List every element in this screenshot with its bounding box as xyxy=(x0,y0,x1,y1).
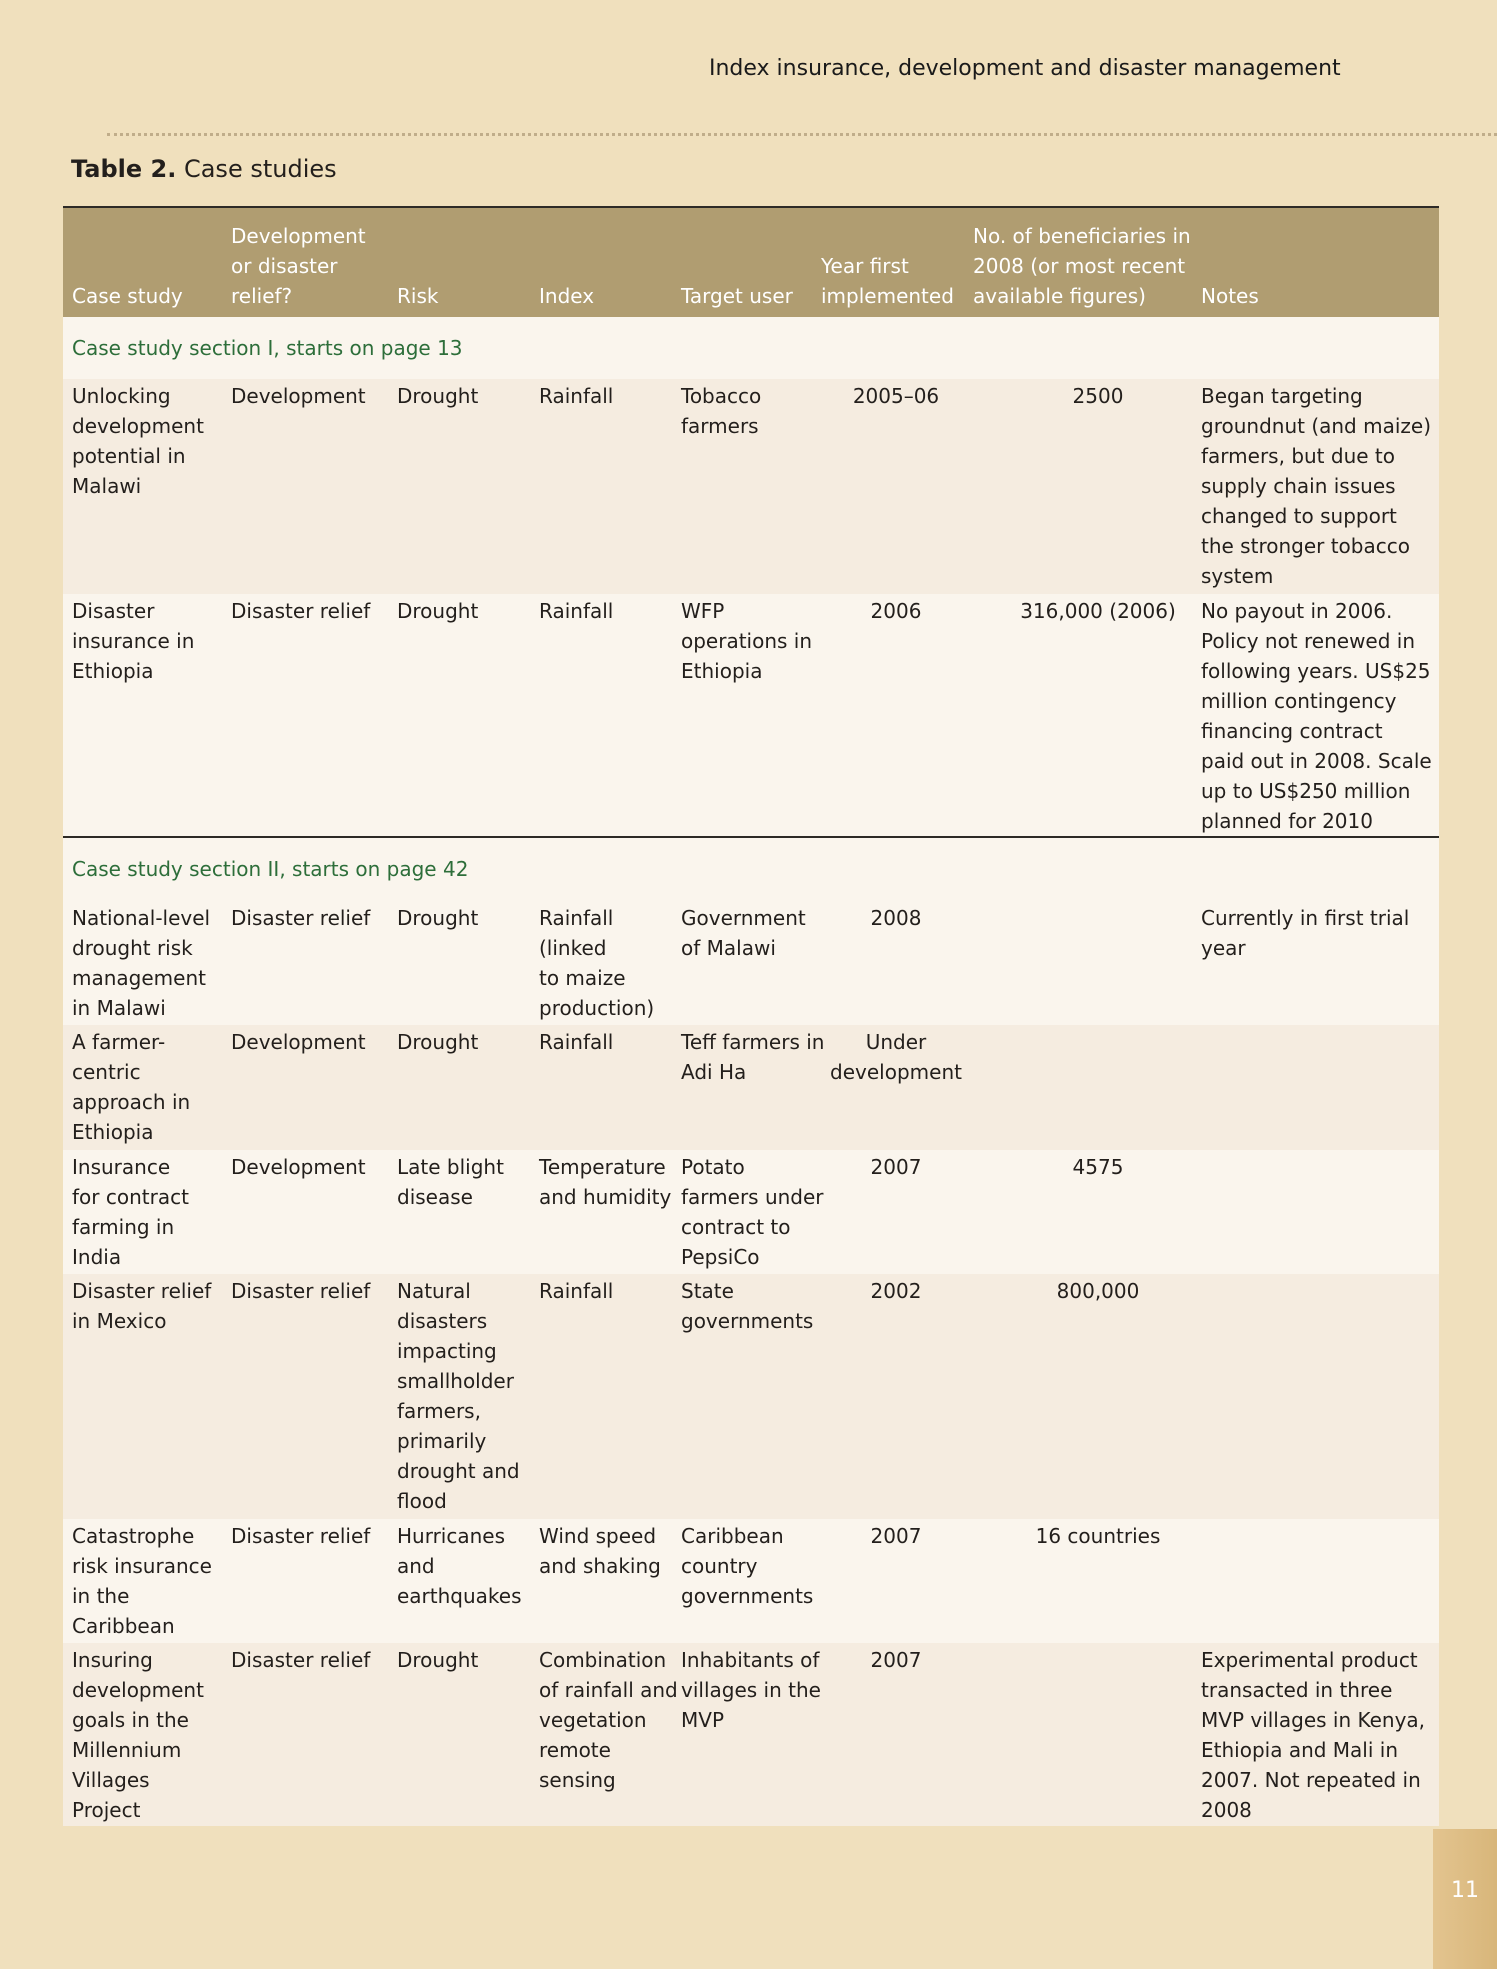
cell-line: million contingency xyxy=(1201,689,1397,713)
header-line: No. of beneficiaries in xyxy=(973,224,1191,248)
cell-line: Drought xyxy=(397,1648,479,1672)
cell-line: 2002 xyxy=(870,1279,922,1303)
dev-or-relief-cell xyxy=(231,1152,366,1182)
cell-line: Insuring xyxy=(72,1648,153,1672)
cell-line: changed to support xyxy=(1201,504,1397,528)
cell-line: approach in xyxy=(72,1090,191,1114)
cell-line: Malawi xyxy=(72,474,142,498)
cell-line: operations in xyxy=(681,629,813,653)
year-cell xyxy=(821,1521,971,1551)
cell-line: planned for 2010 xyxy=(1201,809,1373,833)
beneficiaries-cell xyxy=(973,1521,1223,1551)
cell-line: contract to xyxy=(681,1215,791,1239)
cell-line: Rainfall xyxy=(539,1030,614,1054)
cell-line: Currently in first trial xyxy=(1201,906,1410,930)
cell-line: 2007 xyxy=(870,1524,922,1548)
cell-line: villages in the xyxy=(681,1678,821,1702)
cell-line: Rainfall xyxy=(539,384,614,408)
cell-line: remote xyxy=(539,1738,611,1762)
index-cell xyxy=(539,1521,661,1581)
header-target-user: Target user xyxy=(681,284,793,308)
target-user-cell xyxy=(681,1152,824,1272)
cell-line: 2006 xyxy=(870,599,922,623)
beneficiaries-cell xyxy=(973,1152,1223,1182)
risk-cell xyxy=(397,1152,504,1212)
cell-line: State xyxy=(681,1279,734,1303)
cell-line: primarily xyxy=(397,1429,487,1453)
cell-line: disasters xyxy=(397,1309,488,1333)
year-cell xyxy=(821,1276,971,1306)
year-cell xyxy=(821,381,971,411)
risk-cell xyxy=(397,903,478,933)
index-cell xyxy=(539,1276,613,1306)
running-header: Index insurance, development and disaster management xyxy=(709,56,1341,81)
cell-line: MVP villages in Kenya, xyxy=(1201,1708,1426,1732)
cell-line: Ethiopia and Mali in xyxy=(1201,1738,1399,1762)
risk-cell xyxy=(397,1521,522,1611)
cell-line: production) xyxy=(539,996,655,1020)
section-heading: Case study section I, starts on page 13 xyxy=(72,336,463,360)
cell-line: Insurance xyxy=(72,1155,171,1179)
cell-line: for contract xyxy=(72,1185,189,1209)
cell-line: (linked xyxy=(539,936,607,960)
case-study-cell xyxy=(72,1276,211,1336)
dev-or-relief-cell xyxy=(231,903,370,933)
header-dev-or-relief xyxy=(231,221,366,311)
dev-or-relief-cell xyxy=(231,596,370,626)
case-studies-table xyxy=(63,206,1439,1826)
index-cell xyxy=(539,1645,678,1795)
notes-cell xyxy=(1201,1645,1425,1825)
cell-line: farmers, but due to xyxy=(1201,444,1395,468)
header-line: implemented xyxy=(821,284,954,308)
cell-line: development xyxy=(830,1060,962,1084)
cell-line: Disaster relief xyxy=(231,906,371,930)
cell-line: governments xyxy=(681,1309,814,1333)
page-number: 11 xyxy=(1451,1878,1479,1903)
target-user-cell xyxy=(681,1521,813,1611)
notes-cell xyxy=(1201,381,1431,591)
notes-cell xyxy=(1201,903,1409,963)
index-cell xyxy=(539,381,613,411)
cell-line: Ethiopia xyxy=(72,1120,154,1144)
cell-line: Teff farmers in xyxy=(681,1030,825,1054)
section-heading: Case study section II, starts on page 42 xyxy=(72,857,469,881)
cell-line: year xyxy=(1201,936,1246,960)
cell-line: 16 countries xyxy=(1035,1524,1161,1548)
cell-line: Rainfall xyxy=(539,1279,614,1303)
table-row xyxy=(63,1025,1439,1150)
cell-line: flood xyxy=(397,1489,447,1513)
cell-line: 800,000 xyxy=(1056,1279,1140,1303)
cell-line: governments xyxy=(681,1584,814,1608)
cell-line: in Malawi xyxy=(72,996,166,1020)
cell-line: 2500 xyxy=(1072,384,1124,408)
cell-line: goals in the xyxy=(72,1708,189,1732)
cell-line: 2007 xyxy=(870,1155,922,1179)
index-cell xyxy=(539,1152,671,1212)
cell-line: Policy not renewed in xyxy=(1201,629,1416,653)
cell-line: Wind speed xyxy=(539,1524,657,1548)
header-line: available figures) xyxy=(973,284,1146,308)
cell-line: financing contract xyxy=(1201,719,1383,743)
cell-line: Disaster relief xyxy=(72,1279,212,1303)
header-risk: Risk xyxy=(397,284,439,308)
cell-line: National-level xyxy=(72,906,211,930)
index-cell xyxy=(539,596,613,626)
cell-line: Development xyxy=(231,1030,366,1054)
table-row xyxy=(63,1519,1439,1643)
dev-or-relief-cell xyxy=(231,1521,370,1551)
target-user-cell xyxy=(681,596,812,686)
cell-line: and xyxy=(397,1554,435,1578)
cell-line: Disaster relief xyxy=(231,1648,371,1672)
case-study-cell xyxy=(72,903,210,1023)
dotted-divider xyxy=(107,133,1497,136)
cell-line: development xyxy=(72,414,204,438)
header-line: Development xyxy=(231,224,366,248)
cell-line: impacting xyxy=(397,1339,497,1363)
cell-line: Development xyxy=(231,384,366,408)
cell-line: Disaster relief xyxy=(231,599,371,623)
cell-line: Drought xyxy=(397,906,479,930)
cell-line: Late blight xyxy=(397,1155,504,1179)
cell-line: Combination xyxy=(539,1648,667,1672)
cell-line: Tobacco xyxy=(681,384,762,408)
cell-line: of rainfall and xyxy=(539,1678,678,1702)
cell-line: MVP xyxy=(681,1708,724,1732)
cell-line: Rainfall xyxy=(539,906,614,930)
cell-line: Government xyxy=(681,906,806,930)
cell-line: Drought xyxy=(397,1030,479,1054)
cell-line: country xyxy=(681,1554,758,1578)
dev-or-relief-cell xyxy=(231,1645,370,1675)
header-line: or disaster xyxy=(231,254,338,278)
year-cell xyxy=(821,1152,971,1182)
cell-line: earthquakes xyxy=(397,1584,522,1608)
notes-cell xyxy=(1201,596,1432,836)
header-index: Index xyxy=(539,284,595,308)
index-cell xyxy=(539,1027,613,1057)
dev-or-relief-cell xyxy=(231,1027,366,1057)
year-cell xyxy=(821,903,971,933)
cell-line: drought risk xyxy=(72,936,193,960)
cell-line: development xyxy=(72,1678,204,1702)
cell-line: paid out in 2008. Scale xyxy=(1201,749,1432,773)
cell-line: in the xyxy=(72,1584,130,1608)
target-user-cell xyxy=(681,1645,821,1735)
header-case-study: Case study xyxy=(72,284,183,308)
cell-line: Villages xyxy=(72,1768,150,1792)
section-heading-row xyxy=(63,317,1439,379)
cell-line: 2007. Not repeated in xyxy=(1201,1768,1421,1792)
cell-line: Unlocking xyxy=(72,384,171,408)
risk-cell xyxy=(397,1027,478,1057)
cell-line: farmers xyxy=(681,414,759,438)
cell-line: of Malawi xyxy=(681,936,776,960)
cell-line: in Mexico xyxy=(72,1309,167,1333)
beneficiaries-cell xyxy=(973,596,1223,626)
cell-line: Ethiopia xyxy=(72,659,154,683)
cell-line: to maize xyxy=(539,966,626,990)
cell-line: Ethiopia xyxy=(681,659,763,683)
dev-or-relief-cell xyxy=(231,381,366,411)
cell-line: A farmer- xyxy=(72,1030,166,1054)
cell-line: transacted in three xyxy=(1201,1678,1393,1702)
cell-line: Adi Ha xyxy=(681,1060,747,1084)
cell-line: system xyxy=(1201,564,1274,588)
section-heading-row xyxy=(63,838,1439,901)
target-user-cell xyxy=(681,381,761,441)
cell-line: farmers under xyxy=(681,1185,824,1209)
cell-line: Caribbean xyxy=(681,1524,784,1548)
table-label: Table 2. xyxy=(71,155,177,183)
table-title xyxy=(71,155,337,183)
cell-line: WFP xyxy=(681,599,725,623)
header-line: relief? xyxy=(231,284,293,308)
cell-line: risk insurance xyxy=(72,1554,212,1578)
table-row xyxy=(63,1643,1439,1826)
table-row xyxy=(63,594,1439,838)
case-study-cell xyxy=(72,1027,190,1147)
case-study-cell xyxy=(72,1521,212,1641)
cell-line: Development xyxy=(231,1155,366,1179)
cell-line: and shaking xyxy=(539,1554,661,1578)
header-line: Year first xyxy=(821,254,909,278)
cell-line: 2005–06 xyxy=(852,384,940,408)
table-row xyxy=(63,1274,1439,1519)
cell-line: smallholder xyxy=(397,1369,514,1393)
cell-line: Project xyxy=(72,1798,141,1822)
cell-line: disease xyxy=(397,1185,473,1209)
cell-line: farmers, xyxy=(397,1399,481,1423)
year-cell xyxy=(821,1027,971,1087)
case-study-cell xyxy=(72,1152,189,1272)
table-caption: Case studies xyxy=(183,155,337,183)
cell-line: 4575 xyxy=(1072,1155,1124,1179)
cell-line: Hurricanes xyxy=(397,1524,506,1548)
cell-line: Began targeting xyxy=(1201,384,1363,408)
header-line: 2008 (or most recent xyxy=(973,254,1186,278)
cell-line: Caribbean xyxy=(72,1614,175,1638)
cell-line: Disaster relief xyxy=(231,1279,371,1303)
target-user-cell xyxy=(681,1276,813,1336)
year-cell xyxy=(821,1645,971,1675)
cell-line: Millennium xyxy=(72,1738,182,1762)
cell-line: Disaster xyxy=(72,599,155,623)
cell-line: Potato xyxy=(681,1155,745,1179)
index-cell xyxy=(539,903,654,1023)
cell-line: vegetation xyxy=(539,1708,647,1732)
cell-line: Experimental product xyxy=(1201,1648,1418,1672)
cell-line: following years. US$25 xyxy=(1201,659,1431,683)
risk-cell xyxy=(397,1645,478,1675)
table-header-row xyxy=(63,208,1439,317)
cell-line: farming in xyxy=(72,1215,175,1239)
cell-line: 2008 xyxy=(1201,1798,1252,1822)
cell-line: sensing xyxy=(539,1768,616,1792)
cell-line: drought and xyxy=(397,1459,520,1483)
cell-line: groundnut (and maize) xyxy=(1201,414,1431,438)
cell-line: India xyxy=(72,1245,122,1269)
beneficiaries-cell xyxy=(973,1276,1223,1306)
header-notes: Notes xyxy=(1201,284,1259,308)
header-beneficiaries xyxy=(973,221,1191,311)
cell-line: supply chain issues xyxy=(1201,474,1396,498)
cell-line: the stronger tobacco xyxy=(1201,534,1410,558)
header-year xyxy=(821,251,954,311)
cell-line: 316,000 (2006) xyxy=(1020,599,1176,623)
year-cell xyxy=(821,596,971,626)
cell-line: potential in xyxy=(72,444,186,468)
case-study-cell xyxy=(72,381,204,501)
cell-line: Inhabitants of xyxy=(681,1648,820,1672)
table-row xyxy=(63,379,1439,594)
cell-line: up to US$250 million xyxy=(1201,779,1411,803)
cell-line: Natural xyxy=(397,1279,471,1303)
cell-line: Temperature xyxy=(539,1155,666,1179)
cell-line: Drought xyxy=(397,599,479,623)
dev-or-relief-cell xyxy=(231,1276,370,1306)
cell-line: insurance in xyxy=(72,629,195,653)
risk-cell xyxy=(397,1276,520,1516)
cell-line: and humidity xyxy=(539,1185,672,1209)
cell-line: Under xyxy=(865,1030,927,1054)
beneficiaries-cell xyxy=(973,381,1223,411)
cell-line: centric xyxy=(72,1060,141,1084)
cell-line: No payout in 2006. xyxy=(1201,599,1393,623)
target-user-cell xyxy=(681,903,806,963)
risk-cell xyxy=(397,381,478,411)
case-study-cell xyxy=(72,1645,204,1825)
table-row xyxy=(63,901,1439,1025)
cell-line: 2007 xyxy=(870,1648,922,1672)
cell-line: Catastrophe xyxy=(72,1524,195,1548)
cell-line: management xyxy=(72,966,206,990)
cell-line: 2008 xyxy=(870,906,922,930)
risk-cell xyxy=(397,596,478,626)
table-row xyxy=(63,1150,1439,1274)
cell-line: Disaster relief xyxy=(231,1524,371,1548)
cell-line: PepsiCo xyxy=(681,1245,760,1269)
case-study-cell xyxy=(72,596,194,686)
cell-line: Drought xyxy=(397,384,479,408)
cell-line: Rainfall xyxy=(539,599,614,623)
target-user-cell xyxy=(681,1027,824,1087)
